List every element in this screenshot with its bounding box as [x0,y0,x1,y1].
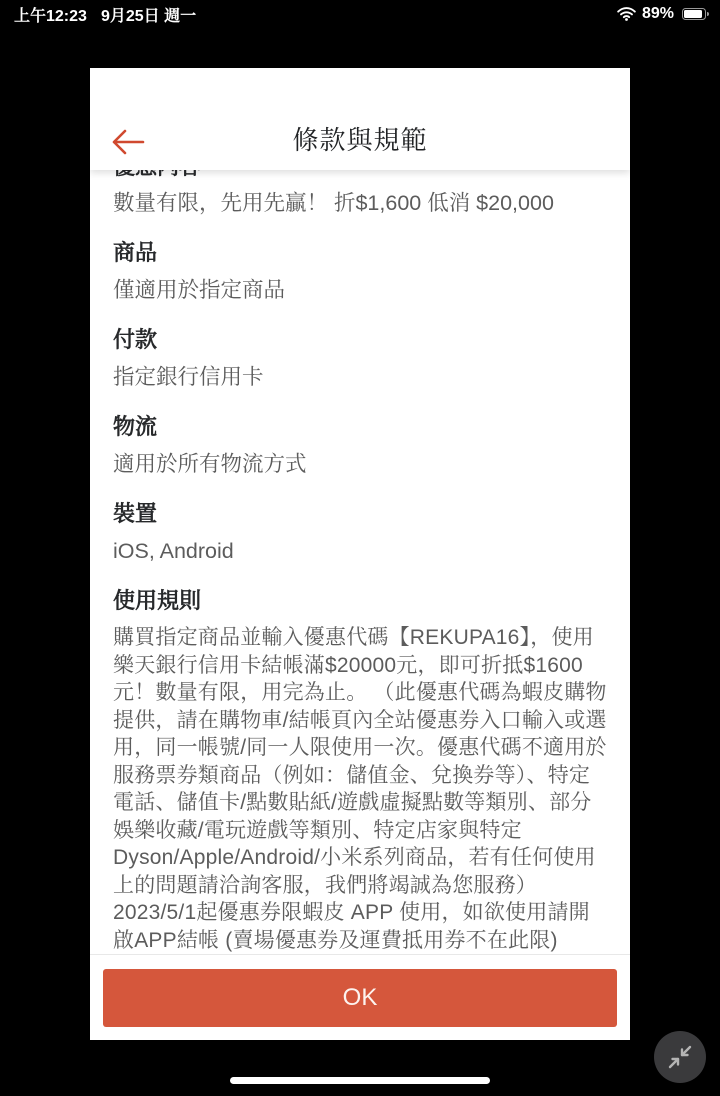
rules-paragraph: 2023/5/1起優惠券限蝦皮 APP 使用，如欲使用請開啟APP結帳 (賣場優惠券及運費抵用券不在此限) [113,901,590,952]
status-bar [0,0,720,26]
section-heading-payment: 付款 [113,327,158,352]
back-arrow-icon [111,128,145,156]
section-heading-device: 裝置 [113,501,158,526]
status-date: 9月25日 週一 [100,7,197,25]
page-title: 條款與規範 [292,125,428,155]
rules-text-block [113,624,607,954]
modal-header [90,68,630,170]
terms-modal [90,68,630,1026]
back-button[interactable] [108,124,148,160]
section-text-device: iOS, Android [113,539,234,563]
section-heading-product: 商品 [113,240,158,265]
collapse-window-button[interactable] [654,1031,706,1083]
section-heading-rules: 使用規則 [113,588,202,613]
section-text-product: 僅適用於指定商品 [113,278,286,302]
terms-scroll-area[interactable] [90,170,630,954]
section-text-logistics: 適用於所有物流方式 [113,452,307,476]
promo-summary-text: 數量有限，先用先贏！ 折$1,600 低消 $20,000 [113,191,554,215]
wifi-icon [617,7,636,21]
collapse-arrows-icon [665,1042,695,1072]
rules-paragraph: 購買指定商品並輸入優惠代碼【REKUPA16】，使用樂天銀行信用卡結帳滿$20000元，即可折抵$1600元！數量有限，用完為止。 （此優惠代碼為蝦皮購物提供，請在購物車/結帳頁內全站優惠券入口輸入或選用，同一帳號/同一人限使用一次。優惠代碼不適用於服務票券類商品（例如：儲值金、兌換券等）、特定電話、儲值卡/點數貼紙/遊戲虛擬點數等類別、部分娛樂收藏/電玩遊戲等類別、特定店家與特定Dyson/Apple/Android/小米系列商品，若有任何使用上的問題請洽詢客服，我們將竭誠為您服務） [113,626,607,897]
battery-icon [682,8,706,20]
section-heading-logistics: 物流 [113,414,158,439]
section-text-payment: 指定銀行信用卡 [113,365,264,389]
ok-button[interactable]: OK [103,969,617,1027]
battery-percent: 89% [641,5,674,22]
status-right [617,5,706,23]
home-indicator[interactable] [230,1077,490,1084]
status-left [14,3,196,26]
status-time: 上午12:23 [14,7,87,25]
modal-footer [90,954,630,1040]
